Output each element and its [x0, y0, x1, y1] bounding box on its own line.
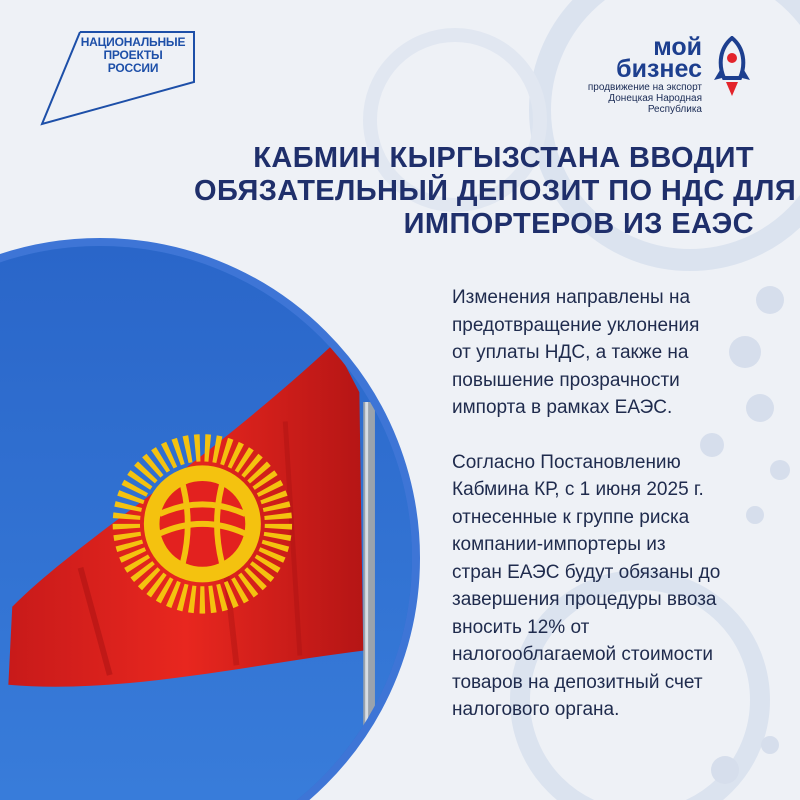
article-body — [452, 284, 792, 724]
subtitle-line: Донецкая Народная — [608, 93, 702, 104]
paragraph-line: стран ЕАЭС будут обязаны до — [452, 561, 721, 583]
paragraph-line: предотвращение уклонения — [452, 314, 700, 336]
headline-line: ИМПОРТЕРОВ ИЗ ЕАЭС — [403, 208, 754, 240]
paragraph-line: отнесенные к группе риска — [452, 506, 690, 528]
paragraph-line: налогооблагаемой стоимости — [452, 644, 714, 665]
paragraph-line: импорта в рамках ЕАЭС. — [452, 397, 673, 418]
paragraph-line: завершения процедуры ввоза — [452, 589, 717, 610]
paragraph-line: повышение прозрачности — [452, 369, 680, 391]
np-line: ПРОЕКТЫ — [103, 48, 163, 62]
rocket-icon — [710, 36, 754, 98]
paragraph-line: Согласно Постановлению — [452, 451, 681, 473]
paragraph-line: от уплаты НДС, а также на — [452, 342, 689, 363]
paragraph-gap — [452, 422, 792, 449]
paragraph-line: Изменения направлены на — [452, 287, 691, 308]
kyrgyz-flag-image — [0, 246, 412, 800]
moy-biznes-logo — [534, 33, 754, 126]
paragraph-line: товаров на депозитный счет — [452, 671, 703, 693]
paragraph-line: компании-импортеры из — [452, 534, 666, 555]
moy-biznes-subtitle — [588, 82, 702, 115]
np-line: РОССИИ — [107, 61, 159, 75]
headline-line: ОБЯЗАТЕЛЬНЫЙ ДЕПОЗИТ ПО НДС ДЛЯ — [194, 175, 797, 207]
paragraph-line: Кабмина КР, с 1 июня 2025 г. — [452, 479, 704, 500]
paragraph-line: налогового органа. — [452, 699, 620, 720]
moy-biznes-wordmark — [616, 33, 702, 83]
subtitle-line: Республика — [647, 104, 702, 115]
np-line: НАЦИОНАЛЬНЫЕ — [80, 35, 186, 49]
kyrgyz-flag-photo — [0, 238, 420, 800]
national-projects-text — [78, 36, 188, 75]
headline-line: КАБМИН КЫРГЫЗСТАНА ВВОДИТ — [253, 142, 754, 174]
biznes-word: бизнес — [616, 55, 702, 83]
paragraph-line: вносить 12% от — [452, 616, 590, 638]
moy-word: мой — [653, 33, 702, 61]
headline — [194, 142, 797, 241]
subtitle-line: продвижение на экспорт — [587, 82, 702, 93]
